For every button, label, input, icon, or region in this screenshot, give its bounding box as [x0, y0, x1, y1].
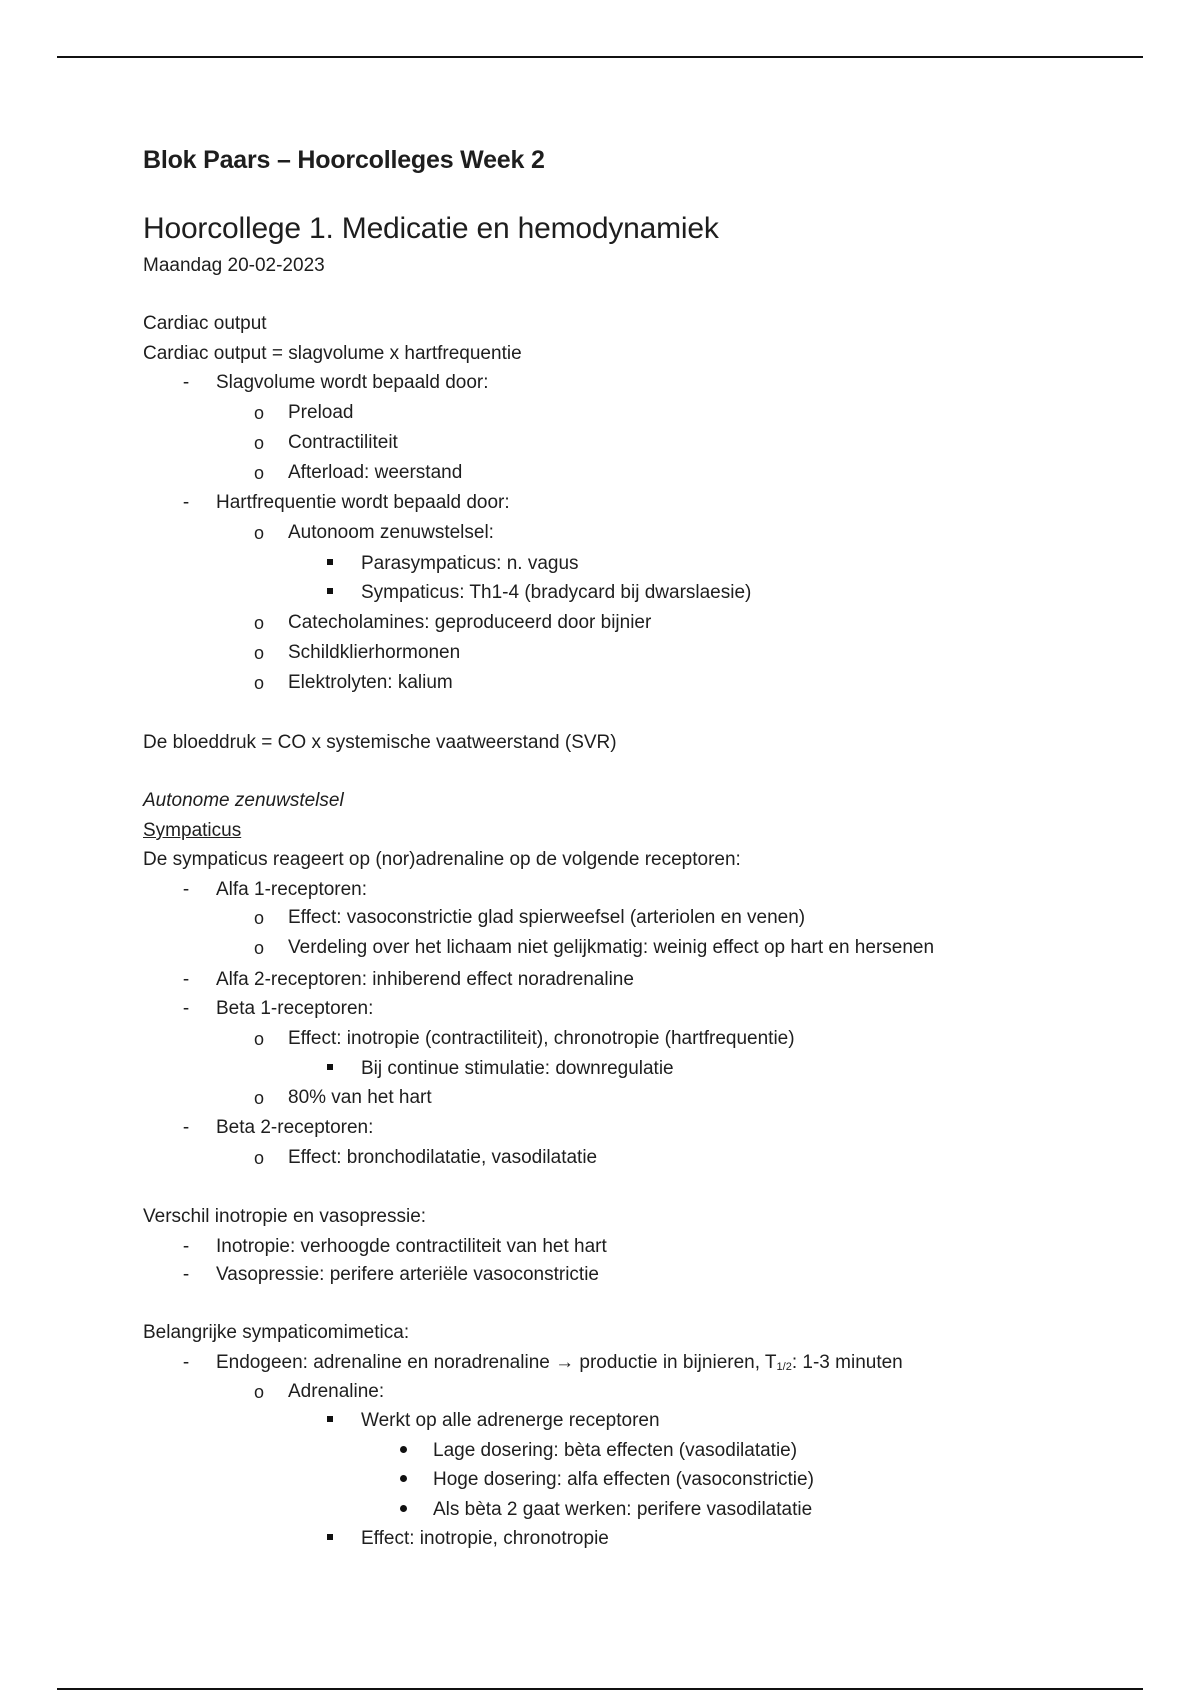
list-item: Alfa 1-receptoren: [216, 879, 368, 900]
list-item: Elektrolyten: kalium [288, 672, 453, 693]
lecture-heading: Hoorcollege 1. Medicatie en hemodynamiek [143, 212, 719, 245]
square-bullet [323, 582, 337, 604]
lecture-date: Maandag 20-02-2023 [143, 255, 325, 276]
list-item: Contractiliteit [288, 432, 398, 453]
dot-bullet [396, 1440, 410, 1462]
square-bullet [323, 1528, 337, 1550]
square-bullet [323, 1410, 337, 1432]
dash-bullet: - [182, 1236, 190, 1257]
circle-bullet: o [253, 433, 264, 453]
list-item: Als bèta 2 gaat werken: perifere vasodilatatie [433, 1499, 813, 1520]
section-sympaticomimetica: Belangrijke sympaticomimetica: [143, 1322, 410, 1343]
list-item: Effect: inotropie (contractiliteit), chronotropie (hartfrequentie) [288, 1028, 795, 1049]
dash-bullet: - [182, 1117, 190, 1138]
list-item: Schildklierhormonen [288, 642, 461, 663]
circle-bullet: o [253, 1088, 264, 1108]
list-item: Hoge dosering: alfa effecten (vasoconstrictie) [433, 1469, 814, 1490]
list-item: Slagvolume wordt bepaald door: [216, 372, 489, 393]
cardiac-formula: Cardiac output = slagvolume x hartfrequentie [143, 343, 522, 364]
list-item: Autonoom zenuwstelsel: [288, 522, 494, 543]
bloeddruk-formula: De bloeddruk = CO x systemische vaatweerstand (SVR) [143, 732, 617, 753]
dash-bullet: - [182, 1352, 190, 1373]
circle-bullet: o [253, 1148, 264, 1168]
square-bullet [323, 1058, 337, 1080]
dash-bullet: - [182, 879, 190, 900]
circle-bullet: o [253, 673, 264, 693]
list-item: Effect: bronchodilatatie, vasodilatatie [288, 1147, 598, 1168]
square-bullet [323, 553, 337, 575]
document-title: Blok Paars – Hoorcolleges Week 2 [143, 146, 545, 174]
list-item: Preload [288, 402, 354, 423]
list-item: Bij continue stimulatie: downregulatie [361, 1058, 674, 1079]
circle-bullet: o [253, 613, 264, 633]
subsection-sympaticus: Sympaticus [143, 820, 242, 841]
list-item: Adrenaline: [288, 1381, 385, 1402]
circle-bullet: o [253, 1382, 264, 1402]
list-item: Werkt op alle adrenerge receptoren [361, 1410, 660, 1431]
dash-bullet: - [182, 998, 190, 1019]
dot-bullet [396, 1469, 410, 1491]
list-item: Verdeling over het lichaam niet gelijkmatig: weinig effect op hart en hersenen [288, 937, 935, 958]
half-life-subscript: 1/2 [776, 1361, 792, 1373]
list-item: 80% van het hart [288, 1087, 432, 1108]
list-item: Parasympaticus: n. vagus [361, 553, 579, 574]
section-autonome-zenuwstelsel: Autonome zenuwstelsel [143, 790, 344, 811]
circle-bullet: o [253, 403, 264, 423]
dot-bullet [396, 1499, 410, 1521]
list-item: Hartfrequentie wordt bepaald door: [216, 492, 510, 513]
endogeen-text: Endogeen: adrenaline en noradrenaline → productie in bijnieren, T [216, 1352, 777, 1373]
list-item: Beta 1-receptoren: [216, 998, 374, 1019]
endogeen-duration: : 1-3 minuten [791, 1352, 903, 1373]
circle-bullet: o [253, 523, 264, 543]
circle-bullet: o [253, 1029, 264, 1049]
list-item: Vasopressie: perifere arteriële vasoconstrictie [216, 1264, 599, 1285]
circle-bullet: o [253, 908, 264, 928]
section-cardiac-output: Cardiac output [143, 313, 267, 334]
list-item: Catecholamines: geproduceerd door bijnier [288, 612, 652, 633]
dash-bullet: - [182, 969, 190, 990]
list-item: Effect: vasoconstrictie glad spierweefsel (arteriolen en venen) [288, 907, 806, 928]
top-rule [57, 56, 1143, 58]
list-item: Beta 2-receptoren: [216, 1117, 374, 1138]
sympaticus-intro: De sympaticus reageert op (nor)adrenaline op de volgende receptoren: [143, 849, 741, 870]
section-verschil: Verschil inotropie en vasopressie: [143, 1206, 427, 1227]
list-item: Alfa 2-receptoren: inhiberend effect noradrenaline [216, 969, 634, 990]
dash-bullet: - [182, 1264, 190, 1285]
list-item: Afterload: weerstand [288, 462, 463, 483]
circle-bullet: o [253, 643, 264, 663]
circle-bullet: o [253, 463, 264, 483]
dash-bullet: - [182, 492, 190, 513]
list-item: Effect: inotropie, chronotropie [361, 1528, 609, 1549]
list-item: Sympaticus: Th1-4 (bradycard bij dwarslaesie) [361, 582, 752, 603]
dash-bullet: - [182, 372, 190, 393]
circle-bullet: o [253, 938, 264, 958]
list-item-endogeen [216, 1352, 903, 1378]
list-item: Lage dosering: bèta effecten (vasodilatatie) [433, 1440, 798, 1461]
list-item: Inotropie: verhoogde contractiliteit van het hart [216, 1236, 607, 1257]
bottom-rule [57, 1688, 1143, 1690]
